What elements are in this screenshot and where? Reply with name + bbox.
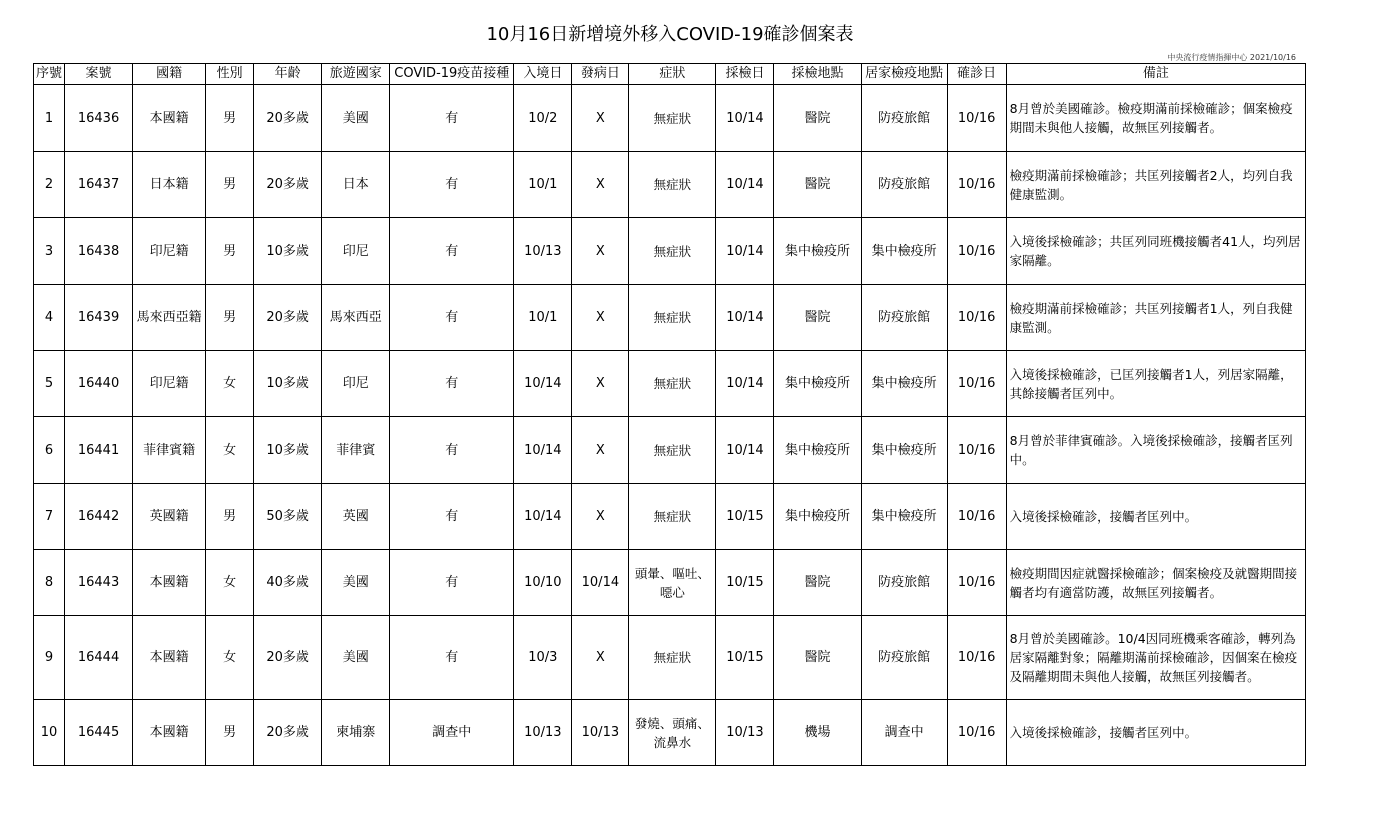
vaccine-cell: 有 (390, 550, 514, 616)
note-cell: 入境後採檢確診，已匡列接觸者1人，列居家隔離，其餘接觸者匡列中。 (1006, 351, 1305, 417)
quarantine-site-cell: 防疫旅館 (861, 152, 947, 218)
seq-cell: 7 (34, 484, 65, 550)
nationality-cell: 本國籍 (133, 85, 206, 152)
test-site-cell: 集中檢疫所 (774, 417, 861, 484)
symptom-cell: 無症狀 (629, 351, 716, 417)
vaccine-cell: 有 (390, 285, 514, 351)
header-cell: 症狀 (629, 64, 716, 85)
confirm-date-cell: 10/16 (947, 152, 1006, 218)
onset-date-cell: X (572, 85, 629, 152)
confirm-date-cell: 10/16 (947, 351, 1006, 417)
age-cell: 50多歲 (254, 484, 322, 550)
test-site-cell: 集中檢疫所 (774, 484, 861, 550)
header-cell: 入境日 (514, 64, 572, 85)
quarantine-site-cell: 集中檢疫所 (861, 351, 947, 417)
seq-cell: 3 (34, 218, 65, 285)
confirm-date-cell: 10/16 (947, 285, 1006, 351)
entry-date-cell: 10/14 (514, 417, 572, 484)
travel-country-cell: 柬埔寨 (322, 700, 390, 766)
symptom-cell: 無症狀 (629, 484, 716, 550)
test-date-cell: 10/15 (716, 484, 774, 550)
age-cell: 20多歲 (254, 85, 322, 152)
sex-cell: 男 (206, 285, 254, 351)
entry-date-cell: 10/2 (514, 85, 572, 152)
symptom-cell: 頭暈、嘔吐、噁心 (629, 550, 716, 616)
header-cell: COVID-19疫苗接種 (390, 64, 514, 85)
nationality-cell: 本國籍 (133, 616, 206, 700)
nationality-cell: 印尼籍 (133, 351, 206, 417)
header-cell: 發病日 (572, 64, 629, 85)
symptom-cell: 無症狀 (629, 85, 716, 152)
case-no-cell: 16444 (65, 616, 133, 700)
test-date-cell: 10/15 (716, 616, 774, 700)
quarantine-site-cell: 防疫旅館 (861, 616, 947, 700)
travel-country-cell: 美國 (322, 616, 390, 700)
case-no-cell: 16437 (65, 152, 133, 218)
case-no-cell: 16436 (65, 85, 133, 152)
note-cell: 8月曾於美國確診。10/4因同班機乘客確診，轉列為居家隔離對象；隔離期滿前採檢確診，因個案在檢疫及隔離期間未與他人接觸，故無匡列接觸者。 (1006, 616, 1305, 700)
age-cell: 20多歲 (254, 700, 322, 766)
table-row (34, 85, 1306, 152)
symptom-cell: 無症狀 (629, 616, 716, 700)
sex-cell: 男 (206, 484, 254, 550)
header-cell: 確診日 (947, 64, 1006, 85)
sex-cell: 男 (206, 85, 254, 152)
age-cell: 10多歲 (254, 417, 322, 484)
travel-country-cell: 英國 (322, 484, 390, 550)
seq-cell: 9 (34, 616, 65, 700)
onset-date-cell: X (572, 285, 629, 351)
confirm-date-cell: 10/16 (947, 484, 1006, 550)
quarantine-site-cell: 調查中 (861, 700, 947, 766)
header-cell: 備註 (1006, 64, 1305, 85)
confirm-date-cell: 10/16 (947, 700, 1006, 766)
quarantine-site-cell: 集中檢疫所 (861, 218, 947, 285)
source-note: 中央流行疫情指揮中心 2021/10/16 (1167, 53, 1296, 62)
sex-cell: 男 (206, 218, 254, 285)
table-row (34, 550, 1306, 616)
note-cell: 入境後採檢確診，接觸者匡列中。 (1006, 484, 1305, 550)
vaccine-cell: 有 (390, 417, 514, 484)
nationality-cell: 馬來西亞籍 (133, 285, 206, 351)
test-site-cell: 集中檢疫所 (774, 351, 861, 417)
case-no-cell: 16441 (65, 417, 133, 484)
header-cell: 採檢日 (716, 64, 774, 85)
table-row (34, 152, 1306, 218)
test-date-cell: 10/14 (716, 417, 774, 484)
nationality-cell: 日本籍 (133, 152, 206, 218)
quarantine-site-cell: 集中檢疫所 (861, 417, 947, 484)
header-cell: 案號 (65, 64, 133, 85)
seq-cell: 6 (34, 417, 65, 484)
header-cell: 採檢地點 (774, 64, 861, 85)
table-row (34, 616, 1306, 700)
test-site-cell: 集中檢疫所 (774, 218, 861, 285)
entry-date-cell: 10/1 (514, 152, 572, 218)
case-no-cell: 16445 (65, 700, 133, 766)
onset-date-cell: X (572, 484, 629, 550)
test-site-cell: 醫院 (774, 616, 861, 700)
nationality-cell: 印尼籍 (133, 218, 206, 285)
quarantine-site-cell: 防疫旅館 (861, 550, 947, 616)
test-site-cell: 醫院 (774, 85, 861, 152)
entry-date-cell: 10/14 (514, 484, 572, 550)
confirm-date-cell: 10/16 (947, 550, 1006, 616)
table-row (34, 700, 1306, 766)
age-cell: 20多歲 (254, 152, 322, 218)
sex-cell: 男 (206, 152, 254, 218)
header-cell: 性別 (206, 64, 254, 85)
confirm-date-cell: 10/16 (947, 85, 1006, 152)
symptom-cell: 無症狀 (629, 218, 716, 285)
note-cell: 入境後採檢確診，接觸者匡列中。 (1006, 700, 1305, 766)
entry-date-cell: 10/3 (514, 616, 572, 700)
entry-date-cell: 10/1 (514, 285, 572, 351)
vaccine-cell: 有 (390, 484, 514, 550)
travel-country-cell: 日本 (322, 152, 390, 218)
case-table (33, 63, 1306, 766)
travel-country-cell: 美國 (322, 550, 390, 616)
header-cell: 國籍 (133, 64, 206, 85)
vaccine-cell: 有 (390, 616, 514, 700)
age-cell: 10多歲 (254, 218, 322, 285)
test-date-cell: 10/14 (716, 218, 774, 285)
confirm-date-cell: 10/16 (947, 417, 1006, 484)
test-date-cell: 10/15 (716, 550, 774, 616)
age-cell: 10多歲 (254, 351, 322, 417)
note-cell: 8月曾於美國確診。檢疫期滿前採檢確診；個案檢疫期間未與他人接觸，故無匡列接觸者。 (1006, 85, 1305, 152)
nationality-cell: 本國籍 (133, 550, 206, 616)
sex-cell: 男 (206, 700, 254, 766)
nationality-cell: 菲律賓籍 (133, 417, 206, 484)
case-no-cell: 16442 (65, 484, 133, 550)
table-row (34, 417, 1306, 484)
note-cell: 入境後採檢確診；共匡列同班機接觸者41人，均列居家隔離。 (1006, 218, 1305, 285)
vaccine-cell: 有 (390, 351, 514, 417)
sex-cell: 女 (206, 417, 254, 484)
quarantine-site-cell: 防疫旅館 (861, 285, 947, 351)
age-cell: 20多歲 (254, 285, 322, 351)
test-site-cell: 醫院 (774, 550, 861, 616)
travel-country-cell: 馬來西亞 (322, 285, 390, 351)
seq-cell: 4 (34, 285, 65, 351)
page-title: 10月16日新增境外移入COVID-19確診個案表 (486, 24, 854, 45)
vaccine-cell: 有 (390, 218, 514, 285)
entry-date-cell: 10/10 (514, 550, 572, 616)
case-no-cell: 16440 (65, 351, 133, 417)
travel-country-cell: 印尼 (322, 351, 390, 417)
age-cell: 20多歲 (254, 616, 322, 700)
entry-date-cell: 10/14 (514, 351, 572, 417)
note-cell: 檢疫期滿前採檢確診；共匡列接觸者1人，列自我健康監測。 (1006, 285, 1305, 351)
entry-date-cell: 10/13 (514, 700, 572, 766)
quarantine-site-cell: 防疫旅館 (861, 85, 947, 152)
onset-date-cell: X (572, 152, 629, 218)
onset-date-cell: X (572, 616, 629, 700)
vaccine-cell: 有 (390, 85, 514, 152)
onset-date-cell: X (572, 351, 629, 417)
sex-cell: 女 (206, 351, 254, 417)
test-site-cell: 機場 (774, 700, 861, 766)
confirm-date-cell: 10/16 (947, 616, 1006, 700)
onset-date-cell: X (572, 417, 629, 484)
test-site-cell: 醫院 (774, 152, 861, 218)
sex-cell: 女 (206, 550, 254, 616)
table-row (34, 484, 1306, 550)
note-cell: 檢疫期滿前採檢確診；共匡列接觸者2人，均列自我健康監測。 (1006, 152, 1305, 218)
seq-cell: 5 (34, 351, 65, 417)
test-date-cell: 10/14 (716, 152, 774, 218)
sex-cell: 女 (206, 616, 254, 700)
table-row (34, 351, 1306, 417)
seq-cell: 1 (34, 85, 65, 152)
onset-date-cell: 10/14 (572, 550, 629, 616)
header-cell: 旅遊國家 (322, 64, 390, 85)
symptom-cell: 無症狀 (629, 152, 716, 218)
seq-cell: 8 (34, 550, 65, 616)
onset-date-cell: 10/13 (572, 700, 629, 766)
symptom-cell: 發燒、頭痛、流鼻水 (629, 700, 716, 766)
note-cell: 檢疫期間因症就醫採檢確診；個案檢疫及就醫期間接觸者均有適當防護，故無匡列接觸者。 (1006, 550, 1305, 616)
table-row (34, 285, 1306, 351)
nationality-cell: 本國籍 (133, 700, 206, 766)
note-cell: 8月曾於菲律賓確診。入境後採檢確診，接觸者匡列中。 (1006, 417, 1305, 484)
table-row (34, 218, 1306, 285)
travel-country-cell: 美國 (322, 85, 390, 152)
vaccine-cell: 有 (390, 152, 514, 218)
test-date-cell: 10/14 (716, 85, 774, 152)
quarantine-site-cell: 集中檢疫所 (861, 484, 947, 550)
travel-country-cell: 印尼 (322, 218, 390, 285)
case-no-cell: 16443 (65, 550, 133, 616)
test-date-cell: 10/14 (716, 351, 774, 417)
confirm-date-cell: 10/16 (947, 218, 1006, 285)
symptom-cell: 無症狀 (629, 417, 716, 484)
header-cell: 序號 (34, 64, 65, 85)
test-date-cell: 10/14 (716, 285, 774, 351)
header-cell: 年齡 (254, 64, 322, 85)
age-cell: 40多歲 (254, 550, 322, 616)
header-cell: 居家檢疫地點 (861, 64, 947, 85)
test-site-cell: 醫院 (774, 285, 861, 351)
nationality-cell: 英國籍 (133, 484, 206, 550)
entry-date-cell: 10/13 (514, 218, 572, 285)
seq-cell: 2 (34, 152, 65, 218)
vaccine-cell: 調查中 (390, 700, 514, 766)
onset-date-cell: X (572, 218, 629, 285)
seq-cell: 10 (34, 700, 65, 766)
symptom-cell: 無症狀 (629, 285, 716, 351)
case-no-cell: 16439 (65, 285, 133, 351)
test-date-cell: 10/13 (716, 700, 774, 766)
header-row (34, 64, 1306, 85)
case-no-cell: 16438 (65, 218, 133, 285)
travel-country-cell: 菲律賓 (322, 417, 390, 484)
